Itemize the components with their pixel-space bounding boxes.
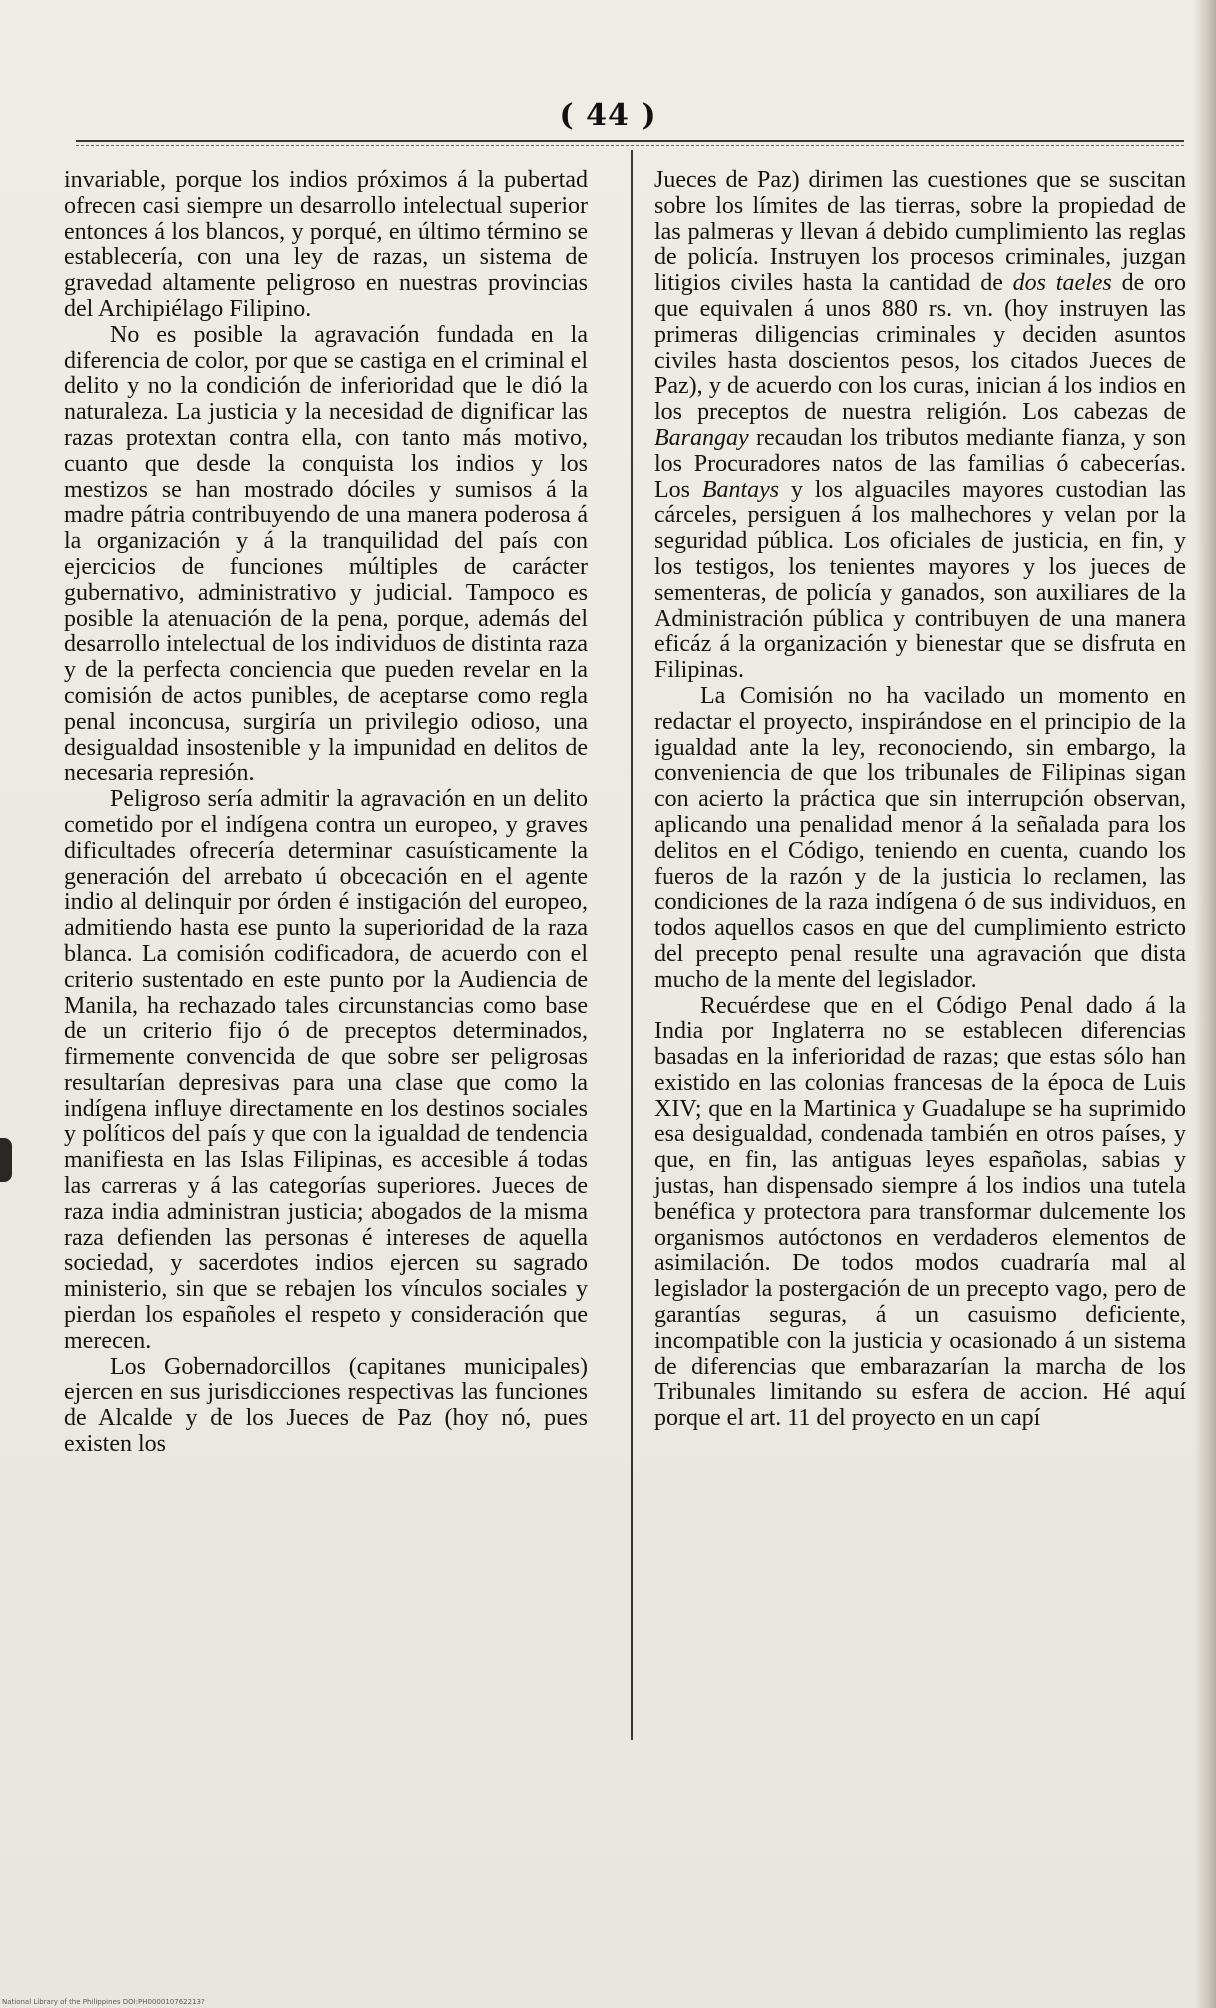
header-rule [76,140,1184,142]
right-p1-mid-2: recaudan los tributos mediante fianza, y son los Procuradores natos de las familias ó cabecerías. Los [654,424,1186,503]
right-paragraph-3: Recuérdese que en el Código Penal dado á la India por Inglaterra no se establecen diferencias basadas en la inferioridad de razas; que estas sólo han existido en las colonias francesas de la época de Luis XIV; que en la Martinica y Guadalupe se ha suprimido esa desigualdad, condenada también en otros países, y que, en fin, las antiguas leyes españolas, sabias y justas, han dispensado siempre á los indios una tutela benéfica y protectora para transformar dulcemente los organismos autóctonos en verdaderos elementos de asimilación. De todos modos cuadraría mal al legislador la postergación de un precepto vago, pero de garantías seguras, á un casuismo deficiente, incompatible con la justicia y ocasionado á un sistema de diferencias que embarazarían la marcha de los Tribunales limitando su esfera de accion. Hé aquí porque el art. 11 del proyecto en un capí [654,992,1186,1432]
header-rule-dashed [76,145,1184,146]
column-divider [631,150,633,1740]
footer-credit: National Library of the Philippines DOI:PH000010762213? [2,1998,205,2006]
right-p1-start: Jueces de Paz) dirimen las cuestiones que se suscitan sobre los límites de las tierras, sobre la propiedad de las palmeras y llevan á debido cumplimiento las reglas de policía. Instruyen los procesos criminales, juzgan litigios civiles hasta la cantidad de [654,167,1186,297]
page-edge-shadow [1194,0,1216,2008]
left-paragraph-1: invariable, porque los indios próximos á la pubertad ofrecen casi siempre un desarrollo intelectual superior entonces á los blancos, y porqué, en último término se establecería, con una ley de razas, un sistema de gravedad altamente peligroso en nuestras provincias del Archipiélago Filipino. [64,167,588,322]
left-paragraph-3: Peligroso sería admitir la agravación en un delito cometido por el indígena contra un europeo, y graves dificultades ofrecería determinar casuísticamente la generación del arrebato ú obcecación en el agente indio al delinquir por órden é instigación del europeo, admitiendo hasta ese punto la superioridad de la raza blanca. La comisión codificadora, de acuerdo con el criterio sustentado en este punto por la Audiencia de Manila, ha rechazado tales circunstancias como base de un criterio fijo ó de preceptos determinados, firmemente convencida de que sobre ser peligrosas resultarían depresivas para una clase que como la indígena influye directamente en los destinos sociales y políticos del país y que con la igualdad de tendencia manifiesta en las Islas Filipinas, es accesible á todas las carreras y á las categorías superiores. Jueces de raza india administran justicia; abogados de la misma raza defienden las personas é intereses de aquella sociedad, y sacerdotes indios ejercen su sagrado ministerio, sin que se rebajen los vínculos sociales y pierdan los españoles el respeto y consideración que merecen. [64,786,588,1354]
right-column [654,168,1186,1432]
binding-mark [0,1138,12,1182]
page-number: ( 44 ) [559,98,657,133]
right-p1-mid-1: de oro que equivalen á unos 880 rs. vn. (hoy instruyen las primeras diligencias criminales y deciden asuntos civiles hasta doscientos pesos, los citados Jueces de Paz), y de acuerdo con los curas, inician á los indios en los preceptos de nuestra religión. Los cabezas de [654,270,1187,426]
right-paragraph-1 [654,168,1186,684]
right-p1-end: y los alguaciles mayores custodian las cárceles, persiguen á los malhechores y velan por la seguridad pública. Los oficiales de justicia, en fin, y los testigos, los tenientes mayores y los jueces de sementeras, de policía y ganados, son auxiliares de la Administración pública y contribuyen de una manera eficáz á la organización y bienestar que se disfruta en Filipinas. [654,476,1187,684]
right-p1-italic-dos-taeles: dos taeles [1012,270,1112,297]
left-paragraph-2: No es posible la agravación fundada en la diferencia de color, por que se castiga en el criminal el delito y no la condición de inferioridad que le dió la naturaleza. La justicia y la necesidad de dignificar las razas protextan contra ella, con tanto más motivo, cuanto que desde la conquista los indios y los mestizos se han mostrado dóciles y sumisos á la madre pátria contribuyendo de una manera poderosa á la organización y á la tranquilidad del país con ejercicios de funciones múltiples de carácter gubernativo, administrativo y judicial. Tampoco es posible la atenuación de la pena, porque, además del desarrollo intelectual de los individuos de distinta raza y de la perfecta conciencia que pueden revelar en la comisión de actos punibles, de aceptarse como regla penal inconcusa, surgiría un privilegio odioso, una desigualdad insostenible y la impunidad en delitos de necesaria represión. [64,321,588,787]
left-paragraph-4: Los Gobernadorcillos (capitanes municipales) ejercen en sus jurisdicciones respectivas las funciones de Alcalde y de los Jueces de Paz (hoy nó, pues existen los [64,1353,588,1458]
right-p1-italic-bantays: Bantays [701,476,780,503]
right-p1-italic-barangay: Barangay [654,424,749,451]
right-paragraph-2: La Comisión no ha vacilado un momento en redactar el proyecto, inspirándose en el principio de la igualdad ante la ley, reconociendo, sin embargo, la conveniencia de que los tribunales de Filipinas sigan con acierto la práctica que sin interrupción observan, aplicando una penalidad menor á la señalada para los delitos en el Código, teniendo en cuenta, cuando los fueros de la razón y de la justicia lo reclamen, las condiciones de la raza indígena ó de sus individuos, en todos aquellos casos en que del cumplimiento estricto del precepto penal resulte una agravación que dista mucho de la mente del legislador. [654,682,1186,993]
left-column [64,168,588,1458]
